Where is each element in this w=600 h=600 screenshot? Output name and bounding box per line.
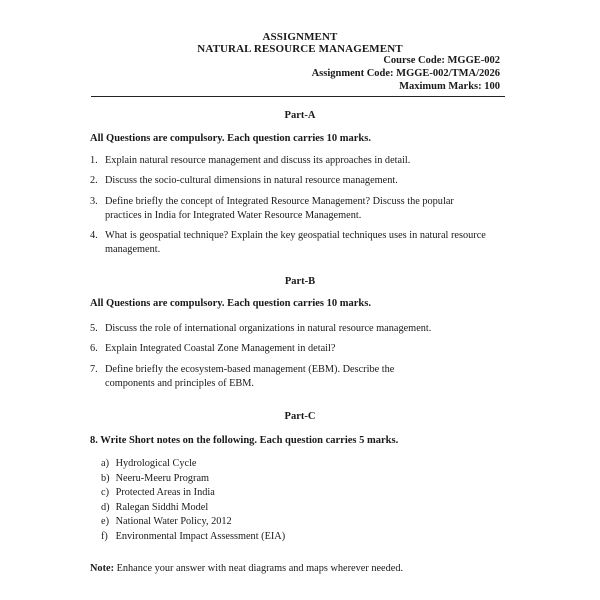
question-number: 5. [90,323,98,334]
note [90,563,403,574]
note-label: Note: [90,563,115,574]
item-letter: a) [101,458,109,469]
item-text: Neeru-Meeru Program [115,473,210,484]
question-number: 7. [90,364,98,375]
part-b-heading: Part-B [284,276,316,287]
item-letter: f) [101,531,108,542]
short-note-item [101,516,232,527]
question-number: 1. [90,155,98,166]
short-note-item [101,487,215,498]
part-b-instruction: All Questions are compulsory. Each question carries 10 marks. [90,298,371,309]
question-text: Explain natural resource management and discuss its approaches in detail. [105,155,411,166]
note-text: Enhance your answer with neat diagrams and maps wherever needed. [114,563,404,574]
question-2 [90,174,490,188]
question-3 [90,195,490,223]
maximum-marks: Maximum Marks: 100 [399,81,500,92]
question-text: What is geospatial technique? Explain the key geospatial techniques uses in natural resource management. [105,230,486,255]
question-7 [90,363,490,391]
question-text: Discuss the socio-cultural dimensions in natural resource management. [105,175,398,186]
short-note-item [101,458,197,469]
question-number: 4. [90,230,98,241]
part-a-instruction: All Questions are compulsory. Each question carries 10 marks. [90,133,371,144]
item-letter: e) [101,516,109,527]
course-code: Course Code: MGGE-002 [383,55,500,66]
question-text: Define briefly the ecosystem-based management (EBM). Describe the components and principles of EBM. [105,364,395,389]
item-text: Ralegan Siddhi Model [115,502,209,513]
part-a-heading: Part-A [284,110,316,121]
assignment-title: ASSIGNMENT [262,31,338,43]
question-1 [90,154,490,168]
item-text: National Water Policy, 2012 [115,516,232,527]
course-title: NATURAL RESOURCE MANAGEMENT [197,43,403,55]
item-text: Environmental Impact Assessment (EIA) [115,531,286,542]
item-letter: c) [101,487,109,498]
question-number: 2. [90,175,98,186]
short-note-item [101,502,208,513]
short-note-item [101,531,285,542]
item-letter: d) [101,502,110,513]
short-note-item [101,473,209,484]
part-c-heading: Part-C [284,411,316,422]
question-number: 3. [90,196,98,207]
part-c-instruction: 8. Write Short notes on the following. Each question carries 5 marks. [90,435,399,446]
header-divider [91,96,505,97]
question-number: 6. [90,343,98,354]
item-letter: b) [101,473,110,484]
question-text: Define briefly the concept of Integrated Resource Management? Discuss the popular practices in India for Integrated Water Resource Management. [105,196,454,221]
question-6 [90,342,490,356]
question-text: Discuss the role of international organizations in natural resource management. [105,323,432,334]
item-text: Hydrological Cycle [115,458,197,469]
item-text: Protected Areas in India [115,487,215,498]
question-4 [90,229,490,257]
question-5 [90,322,490,336]
assignment-code: Assignment Code: MGGE-002/TMA/2026 [311,68,500,79]
question-text: Explain Integrated Coastal Zone Management in detail? [105,343,336,354]
